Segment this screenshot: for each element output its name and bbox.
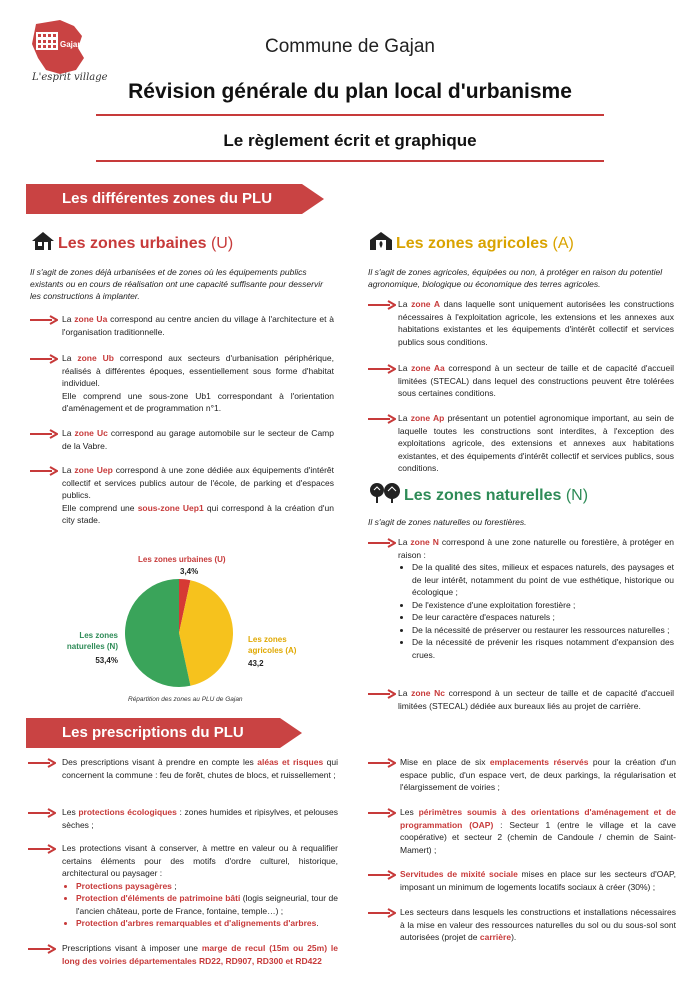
arrow-icon xyxy=(368,300,396,310)
arrow-icon xyxy=(30,315,58,325)
zone-uep-text: La zone Uep correspond à une zone dédiée aux équipements d'intérêt collectif et services publics autour de l'école, de parking et d'espaces publics. Elle comprend une sous-zone Uep1 qui correspond à la création d'un city stade. xyxy=(62,465,334,525)
pie-value-urban: 3,4% xyxy=(180,567,199,576)
agri-heading xyxy=(368,230,678,257)
zone-ub-text: La zone Ub correspond aux secteurs d'urbanisation périphérique, réalisés à différentes époques, essentiellement sous forme d'habitat individuel. Elle comprend une sous-zone Ub1 correspondant à l'orientation d'aménagement et de programmation n°1. xyxy=(62,353,334,413)
zone-ua-text: La zone Ua correspond au centre ancien du village à l'architecture et à l'organisation traditionnelle. xyxy=(62,314,334,337)
zones-banner xyxy=(26,184,302,214)
zone-aa-text: La zone Aa correspond à un secteur de taille et de capacité d'accueil limitées (STECAL) dans lequel des constructions peuvent être tolérées sous certaines conditions. xyxy=(398,363,674,398)
presc-reserved: Mise en place de six emplacements réservés pour la création d'un espace public, d'un espace vert, de deux parkings, la régularisation et l'élargissement de voiries ; xyxy=(400,757,676,792)
nat-intro: Il s'agit de zones naturelles ou forestières. xyxy=(368,517,527,527)
zone-nc-text: La zone Nc correspond à un secteur de taille et de capacité d'accueil limitées (STECAL) dédiée aux bureaux liés au projet de carrière. xyxy=(398,688,674,711)
agri-section xyxy=(368,230,678,257)
prescriptions-banner-text: Les prescriptions du PLU xyxy=(62,724,244,741)
urban-section xyxy=(30,230,340,257)
nat-heading-text: Les zones naturelles xyxy=(404,487,566,504)
arrow-icon xyxy=(30,354,58,364)
presc-ecology: Les protections écologiques : zones humides et ripisylves, et pelouses sèches ; xyxy=(62,807,338,830)
arrow-icon xyxy=(28,808,56,818)
prescriptions-banner xyxy=(26,718,280,748)
arrow-icon xyxy=(368,808,396,818)
barn-icon xyxy=(368,230,394,257)
page-title: Révision générale du plan local d'urbanisme xyxy=(128,80,572,103)
arrow-icon xyxy=(368,364,396,374)
nat-section xyxy=(368,482,678,509)
arrow-icon xyxy=(368,538,396,548)
arrow-icon xyxy=(368,870,396,880)
list-item: • Protections paysagères ; xyxy=(76,880,338,893)
arrow-icon xyxy=(368,414,396,424)
presc-risks: Des prescriptions visant à prendre en compte les aléas et risques qui concernent la commune : feu de forêt, chutes de blocs, et ruissellement ; xyxy=(62,757,338,780)
logo-tagline: L'esprit village xyxy=(32,72,108,83)
agri-heading-text: Les zones agricoles xyxy=(396,235,553,252)
urban-intro: Il s'agit de zones déjà urbanisées et de zones où les équipements publics existants ou en cours de réalisation ont une capacité suffisante pour desservir les constructions à implanter. xyxy=(30,267,323,301)
page-subtitle: Le règlement écrit et graphique xyxy=(223,131,477,150)
nat-heading xyxy=(368,482,678,509)
title-divider xyxy=(96,114,604,116)
commune-name: Commune de Gajan xyxy=(264,36,436,57)
arrow-icon xyxy=(368,758,396,768)
agri-intro: Il s'agit de zones agricoles, équipées ou non, à protéger en raison du potentiel agronomique, biologique ou économique des terres agricoles. xyxy=(368,267,663,289)
heritage-list xyxy=(62,880,338,930)
zones-pie-chart xyxy=(124,578,234,688)
urban-heading xyxy=(30,230,340,257)
urban-heading-code: (U) xyxy=(210,235,234,252)
list-item: • De la nécessité de préserver ou restaurer les ressources naturelles ; xyxy=(412,624,674,637)
list-item: • Protection d'éléments de patrimoine bâti (logis seigneurial, tour de l'ancien château, porte de France, fontaine, temple…) ; xyxy=(76,892,338,917)
list-item: • De l'existence d'une exploitation forestière ; xyxy=(412,599,674,612)
zone-uc-text: La zone Uc correspond au garage automobile sur le secteur de Camp de la Vabre. xyxy=(62,428,334,451)
presc-quarry: Les secteurs dans lesquels les constructions et installations nécessaires à la mise en valeur des ressources naturelles du sol ou du sous-sol sont autorisées (projet de carrière). xyxy=(400,907,676,942)
arrow-icon xyxy=(368,689,396,699)
arrow-icon xyxy=(28,758,56,768)
pie-caption: Répartition des zones au PLU de Gajan xyxy=(128,696,243,703)
arrow-icon xyxy=(28,944,56,954)
trees-icon xyxy=(368,482,402,509)
urban-heading-text: Les zones urbaines xyxy=(58,235,211,252)
zone-n-reasons xyxy=(398,561,674,661)
presc-setback: Prescriptions visant à imposer une marge de recul (15m ou 25m) le long des voiries départementales RD22, RD907, RD300 et RD422 xyxy=(62,943,339,966)
house-icon xyxy=(30,230,56,257)
pie-label-agri: Les zones agricoles (A) xyxy=(248,635,297,655)
nat-heading-code: (N) xyxy=(565,487,589,504)
pie-value-nat: 53,4% xyxy=(95,656,118,665)
pie-slice-agri xyxy=(179,580,233,686)
list-item: • De la nécessité de prévenir les risques notamment d'expansion des crues. xyxy=(412,636,674,661)
zone-ap-text: La zone Ap présentant un potentiel agronomique important, au sein de laquelle toutes les constructions sont interdites, à l'exception des exploitations agricole, des extensions et annexes aux habitations existantes, et des équipements d'intérêt collectif et services publics, sous conditions. xyxy=(398,413,674,473)
pie-value-agri: 43,2 xyxy=(248,659,264,668)
agri-heading-code: (A) xyxy=(552,235,574,252)
arrow-icon xyxy=(28,844,56,854)
zone-n-text: La zone N correspond à une zone naturelle ou forestière, à protéger en raison : • De la qualité des sites, milieux et espaces naturels, des paysages et de leur intérêt, notamment du point de vue esthétique, historique ou écologique ; • De l'existence d'une exploitation forestière ; • De leur caractère d'espaces naturels ; • De la nécessité de préserver ou restaurer les ressources naturelles ; • De la nécessité de prévenir les risques notamment d'expansion des crues. xyxy=(398,536,674,661)
list-item: • Protection d'arbres remarquables et d'alignements d'arbres. xyxy=(76,917,338,930)
presc-social-mix: Servitudes de mixité sociale mises en place sur les secteurs d'OAP, imposant un minimum de logements locatifs sociaux à créer (30%) ; xyxy=(400,869,676,892)
arrow-icon xyxy=(30,466,58,476)
zones-banner-text: Les différentes zones du PLU xyxy=(62,190,273,207)
pie-label-urban: Les zones urbaines (U) xyxy=(138,555,226,564)
arrow-icon xyxy=(30,429,58,439)
list-item: • De la qualité des sites, milieux et espaces naturels, des paysages et de leur intérêt, notamment du point de vue esthétique, historique ou écologique ; xyxy=(412,561,674,599)
logo-name: Gajan xyxy=(60,40,83,49)
arrow-icon xyxy=(368,908,396,918)
subtitle-divider xyxy=(96,160,604,162)
pie-label-nat: Les zones naturelles (N) xyxy=(66,631,118,651)
presc-oap: Les périmètres soumis à des orientations d'aménagement et de programmation (OAP) : Secteur 1 (entre le village et la cave coopérative) et secteur 2 (chemin de Candoule / chemin de Saint-Mamert) ; xyxy=(400,807,676,855)
list-item: • De leur caractère d'espaces naturels ; xyxy=(412,611,674,624)
presc-heritage: Les protections visant à conserver, à mettre en valeur ou à requalifier certains éléments pour des motifs d'ordre culturel, historique, architectural ou paysager : • Protections paysagères ; • Protection d'éléments de patrimoine bâti (logis seigneurial, tour de l'ancien château, porte de France, fontaine, temple…) ; • Protection d'arbres remarquables et d'alignements d'arbres. xyxy=(62,842,338,930)
zone-a-text: La zone A dans laquelle sont uniquement autorisées les constructions nécessaires à l'exploitation agricole, les extensions et les annexes aux habitations existantes et les équipements d'intérêt collectif et services publics sous conditions. xyxy=(398,299,675,347)
